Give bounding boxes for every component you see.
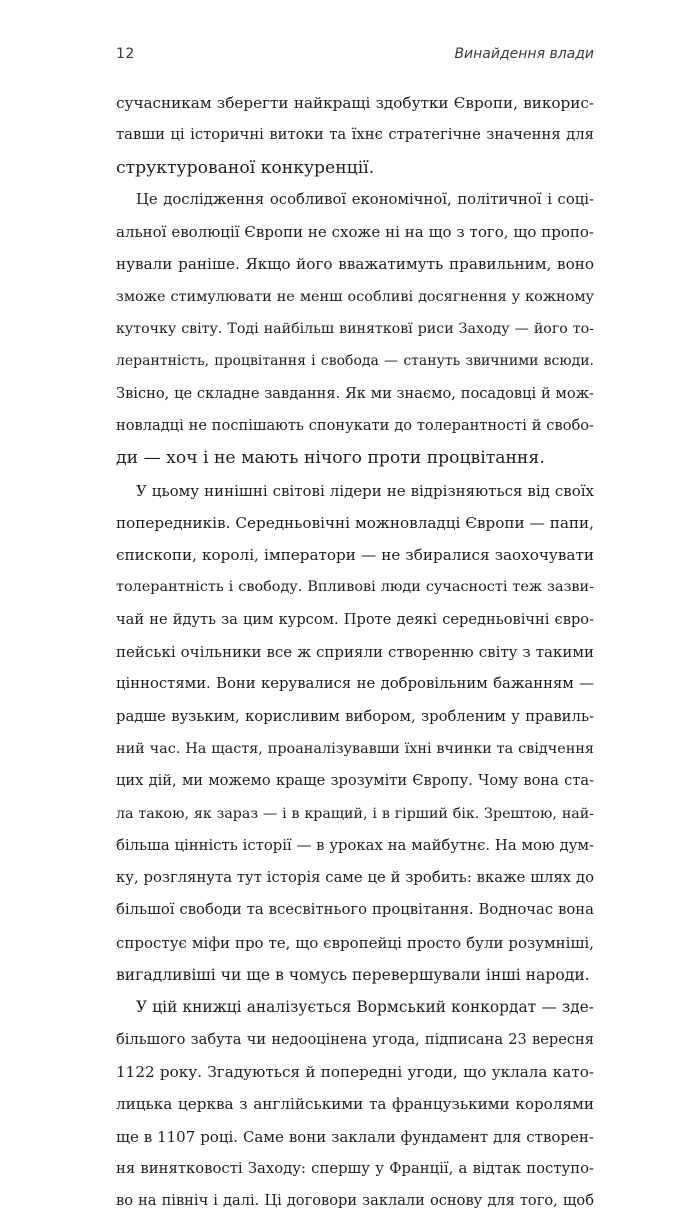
text-line: структурованої конкуренції. — [116, 157, 375, 178]
text-line: зможе стимулювати не менш особливі досягнення у кожному — [116, 288, 594, 305]
text-line: лерантність, процвітання і свобода — стануть звичними всюди. — [116, 353, 594, 370]
text-line: попередників. Середньовічні можновладці Європи — папи, — [116, 513, 594, 532]
text-line: більшої свободи та всесвітнього процвітання. Водночас вона — [116, 901, 594, 919]
text-line: спростує міфи про те, що європейці просто були розумніші, — [116, 933, 594, 952]
text-line: ку, розглянута тут історія саме це й зробить: вкаже шлях до — [116, 869, 594, 887]
paragraph — [116, 475, 594, 992]
text-line: альної еволюції Європи не схоже ні на що з того, що пропо- — [116, 223, 594, 242]
text-line: ний час. На щастя, проаналізувавши їхні вчинки та свідчення — [116, 740, 594, 757]
text-line: У цій книжці аналізується Вормський конкордат — зде- — [136, 998, 594, 1017]
paragraph-continuation — [116, 87, 594, 184]
text-line: куточку світу. Тоді найбільш винятковї риси Заходу — його то- — [116, 321, 594, 338]
text-line: вигадливіші чи ще в чомусь перевершували інші народи. — [116, 966, 590, 985]
text-line: ня винятковості Заходу: спершу у Франції, а відтак поступо- — [116, 1159, 594, 1177]
text-line: ла такою, як зараз — і в кращий, і в гірший бік. Зрештою, най- — [116, 805, 594, 822]
paragraph — [116, 991, 594, 1217]
paragraph — [116, 184, 594, 475]
text-line: чай не йдуть за цим курсом. Проте деякі середньовічні євро- — [116, 610, 594, 628]
text-line: цих дій, ми можемо краще зрозуміти Європу. Чому вона ста- — [116, 772, 594, 790]
text-line: во на північ і далі. Ці договори заклали основу для того, щоб — [116, 1192, 594, 1210]
text-line: тавши ці історичні витоки та їхнє стратегічне значення для — [116, 126, 594, 144]
text-line: У цьому нинішні світові лідери не відрізняються від своїх — [136, 481, 594, 500]
text-line: радше вузьким, корисливим вибором, зробленим у правиль- — [116, 707, 594, 725]
body-text — [116, 87, 594, 1217]
text-line: Це дослідження особливої економічної, політичної і соці- — [136, 190, 594, 208]
text-line: Звісно, це складне завдання. Як ми знаємо, посадовці й мож- — [116, 384, 594, 402]
text-line: пейські очільники все ж сприяли створенню світу з такими — [116, 643, 594, 662]
text-line: цінностями. Вони керувалися не добровільним бажанням — — [116, 675, 594, 693]
text-line: ди — хоч і не мають нічого проти процвітання. — [116, 448, 545, 469]
text-line: більшого забута чи недооцінена угода, підписана 23 вересня — [116, 1030, 594, 1048]
text-line: сучасникам зберегти найкращі здобутки Європи, викорис- — [116, 94, 594, 112]
text-line: новладці не поспішають спонукати до толерантності й свобо- — [116, 416, 594, 434]
page-number: 12 — [116, 46, 135, 62]
text-line: більша цінність історії — в уроках на майбутнє. На мою дум- — [116, 836, 594, 854]
text-line: нували раніше. Якщо його вважатимуть правильним, воно — [116, 255, 594, 274]
text-line: ще в 1107 році. Саме вони заклали фундамент для створен- — [116, 1127, 594, 1146]
text-line: 1122 року. Згадуються й попередні угоди, що уклала като- — [116, 1062, 594, 1081]
running-title: Винайдення влади — [454, 46, 594, 62]
text-line: єпископи, королі, імператори — не збиралися заохочувати — [116, 546, 594, 565]
text-line: лицька церква з англійськими та французькими королями — [116, 1095, 594, 1114]
running-header — [116, 46, 594, 70]
text-line: толерантність і свободу. Впливові люди сучасності теж зазви- — [116, 579, 594, 596]
